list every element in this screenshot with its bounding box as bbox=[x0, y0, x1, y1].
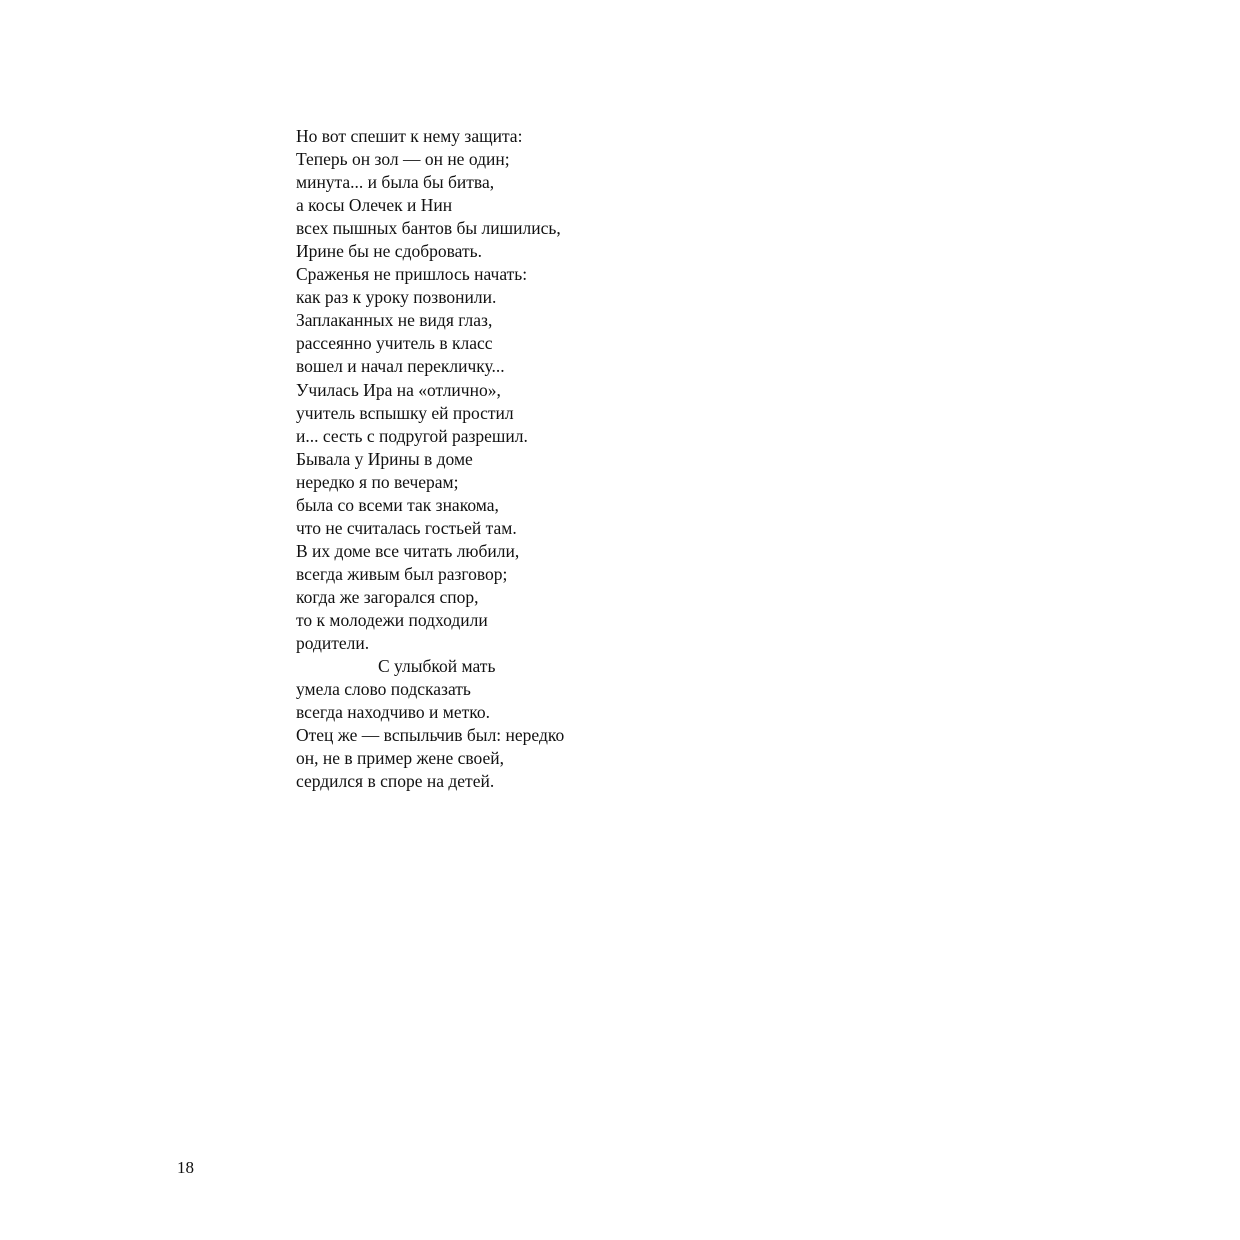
poem-line: Училась Ира на «отлично», bbox=[296, 379, 501, 400]
poem-line: что не считалась гостьей там. bbox=[296, 517, 517, 538]
poem-line: Ирине бы не сдобровать. bbox=[296, 241, 482, 262]
poem-line: и... сесть с подругой разрешил. bbox=[296, 425, 528, 446]
poem-line: то к молодежи подходили bbox=[296, 609, 488, 630]
poem-line: всех пышных бантов бы лишились, bbox=[296, 218, 561, 239]
poem-line: В их доме все читать любили, bbox=[296, 540, 520, 561]
poem-line: была со всеми так знакома, bbox=[296, 494, 499, 515]
poem-line: учитель вспышку ей простил bbox=[296, 402, 514, 423]
poem-line: Отец же — вспыльчив был: нередко bbox=[296, 725, 565, 746]
poem-line: Но вот спешит к нему защита: bbox=[296, 126, 523, 146]
poem-line-indented: С улыбкой мать bbox=[378, 656, 496, 677]
poem-line: Теперь он зол — он не один; bbox=[296, 149, 510, 170]
poem-line: Бывала у Ирины в доме bbox=[296, 448, 473, 469]
poem-line: а косы Олечек и Нин bbox=[296, 195, 453, 216]
poem-line: Заплаканных не видя глаз, bbox=[296, 310, 493, 331]
poem-line: сердился в споре на детей. bbox=[296, 771, 495, 792]
poem-line: минута... и была бы битва, bbox=[296, 172, 495, 193]
poem-line: Сраженья не пришлось начать: bbox=[296, 264, 528, 285]
poem-text bbox=[296, 125, 564, 793]
poem-line: нередко я по вечерам; bbox=[296, 471, 459, 492]
poem-line: всегда находчиво и метко. bbox=[296, 702, 491, 723]
poem-line: когда же загорался спор, bbox=[296, 586, 479, 607]
poem-line: он, не в пример жене своей, bbox=[296, 748, 504, 769]
poem-line: вошел и начал перекличку... bbox=[296, 356, 505, 377]
poem-line: рассеянно учитель в класс bbox=[296, 333, 493, 354]
poem-line: родители. bbox=[296, 633, 370, 654]
poem-line: как раз к уроку позвонили. bbox=[296, 287, 497, 308]
poem-line: умела слово подсказать bbox=[296, 679, 471, 700]
page-number: 18 bbox=[177, 1158, 194, 1177]
poem-line: всегда живым был разговор; bbox=[296, 563, 508, 584]
